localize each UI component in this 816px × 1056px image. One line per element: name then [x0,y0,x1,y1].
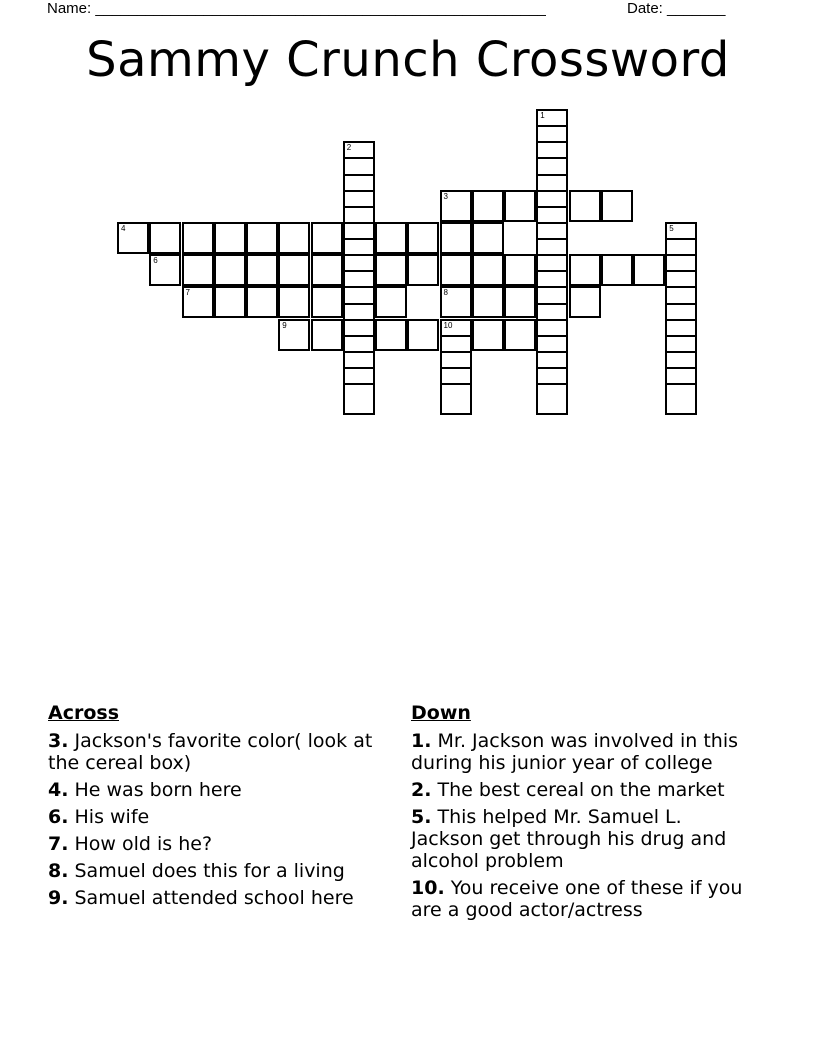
down-clue-list [411,730,751,921]
grid-cell[interactable] [407,222,439,254]
grid-cell[interactable] [472,286,504,318]
clue-item [48,860,378,882]
clue-item-text: This helped Mr. Samuel L. Jackson get through his drug and alcohol problem [411,806,727,872]
grid-cell[interactable] [149,254,181,286]
clue-number: 5 [669,223,674,233]
grid-cell[interactable] [182,254,214,286]
clue-item-number: 3. [48,730,69,752]
clue-number: 9 [282,320,287,330]
clue-item [48,779,378,801]
grid-cell[interactable] [214,254,246,286]
clue-item-number: 6. [48,806,69,828]
grid-cell[interactable] [343,383,375,415]
down-heading: Down [411,702,471,724]
clue-item [48,833,378,855]
grid-cell[interactable] [472,222,504,254]
grid-cell[interactable] [407,319,439,351]
grid-cell[interactable] [182,222,214,254]
clue-item-number: 10. [411,877,445,899]
across-clues [48,702,378,914]
clue-item-number: 7. [48,833,69,855]
clue-item-text: His wife [74,806,150,828]
clue-item-number: 2. [411,779,432,801]
grid-cell[interactable] [407,254,439,286]
grid-cell[interactable] [311,319,343,351]
grid-cell[interactable] [633,254,665,286]
clue-item-number: 8. [48,860,69,882]
clue-number: 6 [153,256,158,266]
clue-item [411,806,751,872]
clue-item [411,730,751,774]
clue-item-number: 5. [411,806,432,828]
grid-cell[interactable] [601,190,633,222]
clue-number: 8 [443,288,448,298]
grid-cell[interactable] [278,254,310,286]
clue-item-text: Samuel attended school here [74,887,354,909]
clue-item-text: You receive one of these if you are a good actor/actress [411,877,743,921]
grid-cell[interactable] [278,222,310,254]
clue-number: 3 [443,191,448,201]
clue-item-number: 1. [411,730,432,752]
grid-cell[interactable] [440,286,472,318]
date-field-label[interactable]: Date: _______ [627,0,726,17]
across-heading: Across [48,702,120,724]
grid-cell[interactable] [278,319,310,351]
clue-number: 1 [540,111,545,120]
clue-item-text: Samuel does this for a living [74,860,345,882]
clue-item-text: He was born here [74,779,242,801]
grid-cell[interactable] [311,254,343,286]
grid-cell[interactable] [504,319,536,351]
clue-item-text: Jackson's favorite color( look at the cereal box) [48,730,373,774]
grid-cell[interactable] [375,319,407,351]
clue-item [411,877,751,921]
grid-cell[interactable] [440,190,472,222]
grid-cell[interactable] [246,286,278,318]
grid-cell[interactable] [536,383,568,415]
grid-cell[interactable] [472,190,504,222]
grid-cell[interactable] [504,254,536,286]
grid-cell[interactable] [504,286,536,318]
grid-cell[interactable] [182,286,214,318]
grid-cell[interactable] [278,286,310,318]
grid-cell[interactable] [569,254,601,286]
down-clues [411,702,751,926]
grid-cell[interactable] [214,222,246,254]
clue-number: 7 [185,288,190,298]
grid-cell[interactable] [117,222,149,254]
clue-item-number: 4. [48,779,69,801]
clue-number: 10 [443,320,453,330]
grid-cell[interactable] [440,222,472,254]
grid-cell[interactable] [440,383,472,415]
grid-cell[interactable] [569,190,601,222]
clue-number: 4 [121,223,126,233]
clue-item-text: How old is he? [74,833,213,855]
clue-item [48,730,378,774]
grid-cell[interactable] [472,254,504,286]
grid-cell[interactable] [665,383,697,415]
across-clue-list [48,730,378,909]
grid-cell[interactable] [246,222,278,254]
clue-item-text: Mr. Jackson was involved in this during his junior year of college [411,730,738,774]
grid-cell[interactable] [311,222,343,254]
grid-cell[interactable] [601,254,633,286]
grid-cell[interactable] [440,254,472,286]
clue-item [48,806,378,828]
clue-number: 2 [346,143,352,153]
grid-cell[interactable] [375,222,407,254]
grid-cell[interactable] [569,286,601,318]
clue-item [411,779,751,801]
grid-cell[interactable] [149,222,181,254]
grid-cell[interactable] [246,254,278,286]
clue-item-text: The best cereal on the market [437,779,725,801]
grid-cell[interactable] [311,286,343,318]
name-field-label[interactable]: Name: ______________________________________________________ [47,0,546,17]
grid-cell[interactable] [375,254,407,286]
grid-cell[interactable] [375,286,407,318]
clue-item [48,887,378,909]
grid-cell[interactable] [504,190,536,222]
grid-cell[interactable] [214,286,246,318]
grid-cell[interactable] [472,319,504,351]
clue-item-number: 9. [48,887,69,909]
puzzle-title: Sammy Crunch Crossword [86,32,730,88]
